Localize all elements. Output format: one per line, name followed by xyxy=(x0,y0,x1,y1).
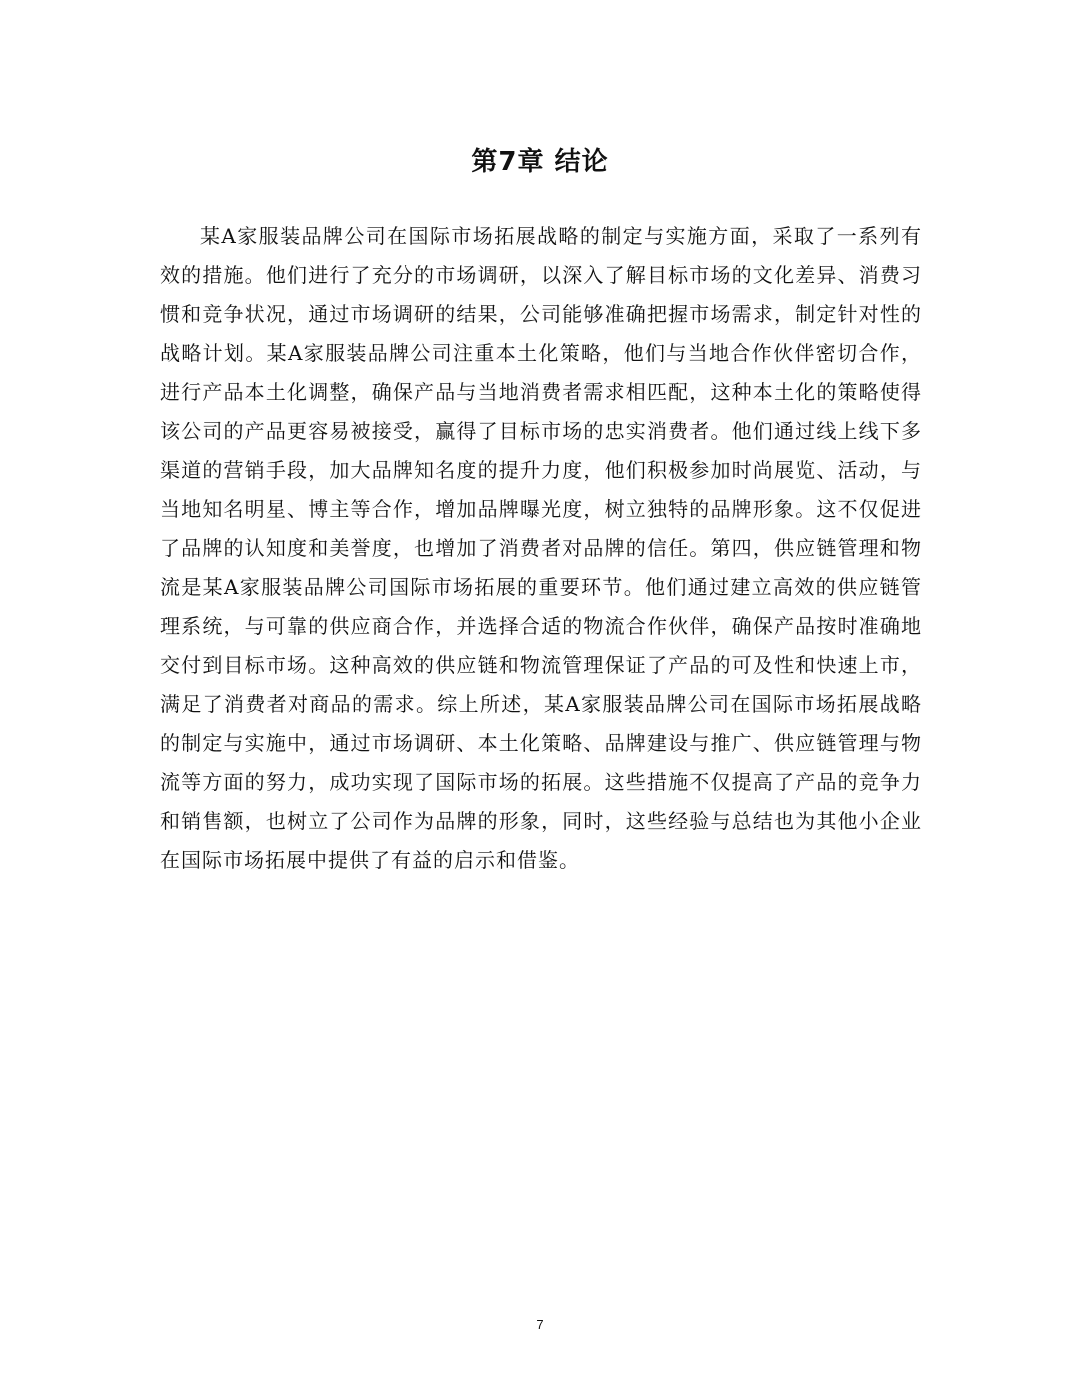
chapter-title: 第7章 结论 xyxy=(471,147,609,177)
body-paragraph: 某A家服装品牌公司在国际市场拓展战略的制定与实施方面，采取了一系列有效的措施。他们进行了充分的市场调研，以深入了解目标市场的文化差异、消费习惯和竞争状况，通过市场调研的结果，公司能够准确把握市场需求，制定针对性的战略计划。某A家服装品牌公司注重本土化策略，他们与当地合作伙伴密切合作，进行产品本土化调整，确保产品与当地消费者需求相匹配，这种本土化的策略使得该公司的产品更容易被接受，赢得了目标市场的忠实消费者。他们通过线上线下多渠道的营销手段，加大品牌知名度的提升力度，他们积极参加时尚展览、活动，与当地知名明星、博主等合作，增加品牌曝光度，树立独特的品牌形象。这不仅促进了品牌的认知度和美誉度，也增加了消费者对品牌的信任。第四，供应链管理和物流是某A家服装品牌公司国际市场拓展的重要环节。他们通过建立高效的供应链管理系统，与可靠的供应商合作，并选择合适的物流合作伙伴，确保产品按时准确地交付到目标市场。这种高效的供应链和物流管理保证了产品的可及性和快速上市，满足了消费者对商品的需求。综上所述，某A家服装品牌公司在国际市场拓展战略的制定与实施中，通过市场调研、本土化策略、品牌建设与推广、供应链管理与物流等方面的努力，成功实现了国际市场的拓展。这些措施不仅提高了产品的竞争力和销售额，也树立了公司作为品牌的形象，同时，这些经验与总结也为其他小企业在国际市场拓展中提供了有益的启示和借鉴。 xyxy=(160,224,922,872)
page-number: 7 xyxy=(536,1317,544,1332)
